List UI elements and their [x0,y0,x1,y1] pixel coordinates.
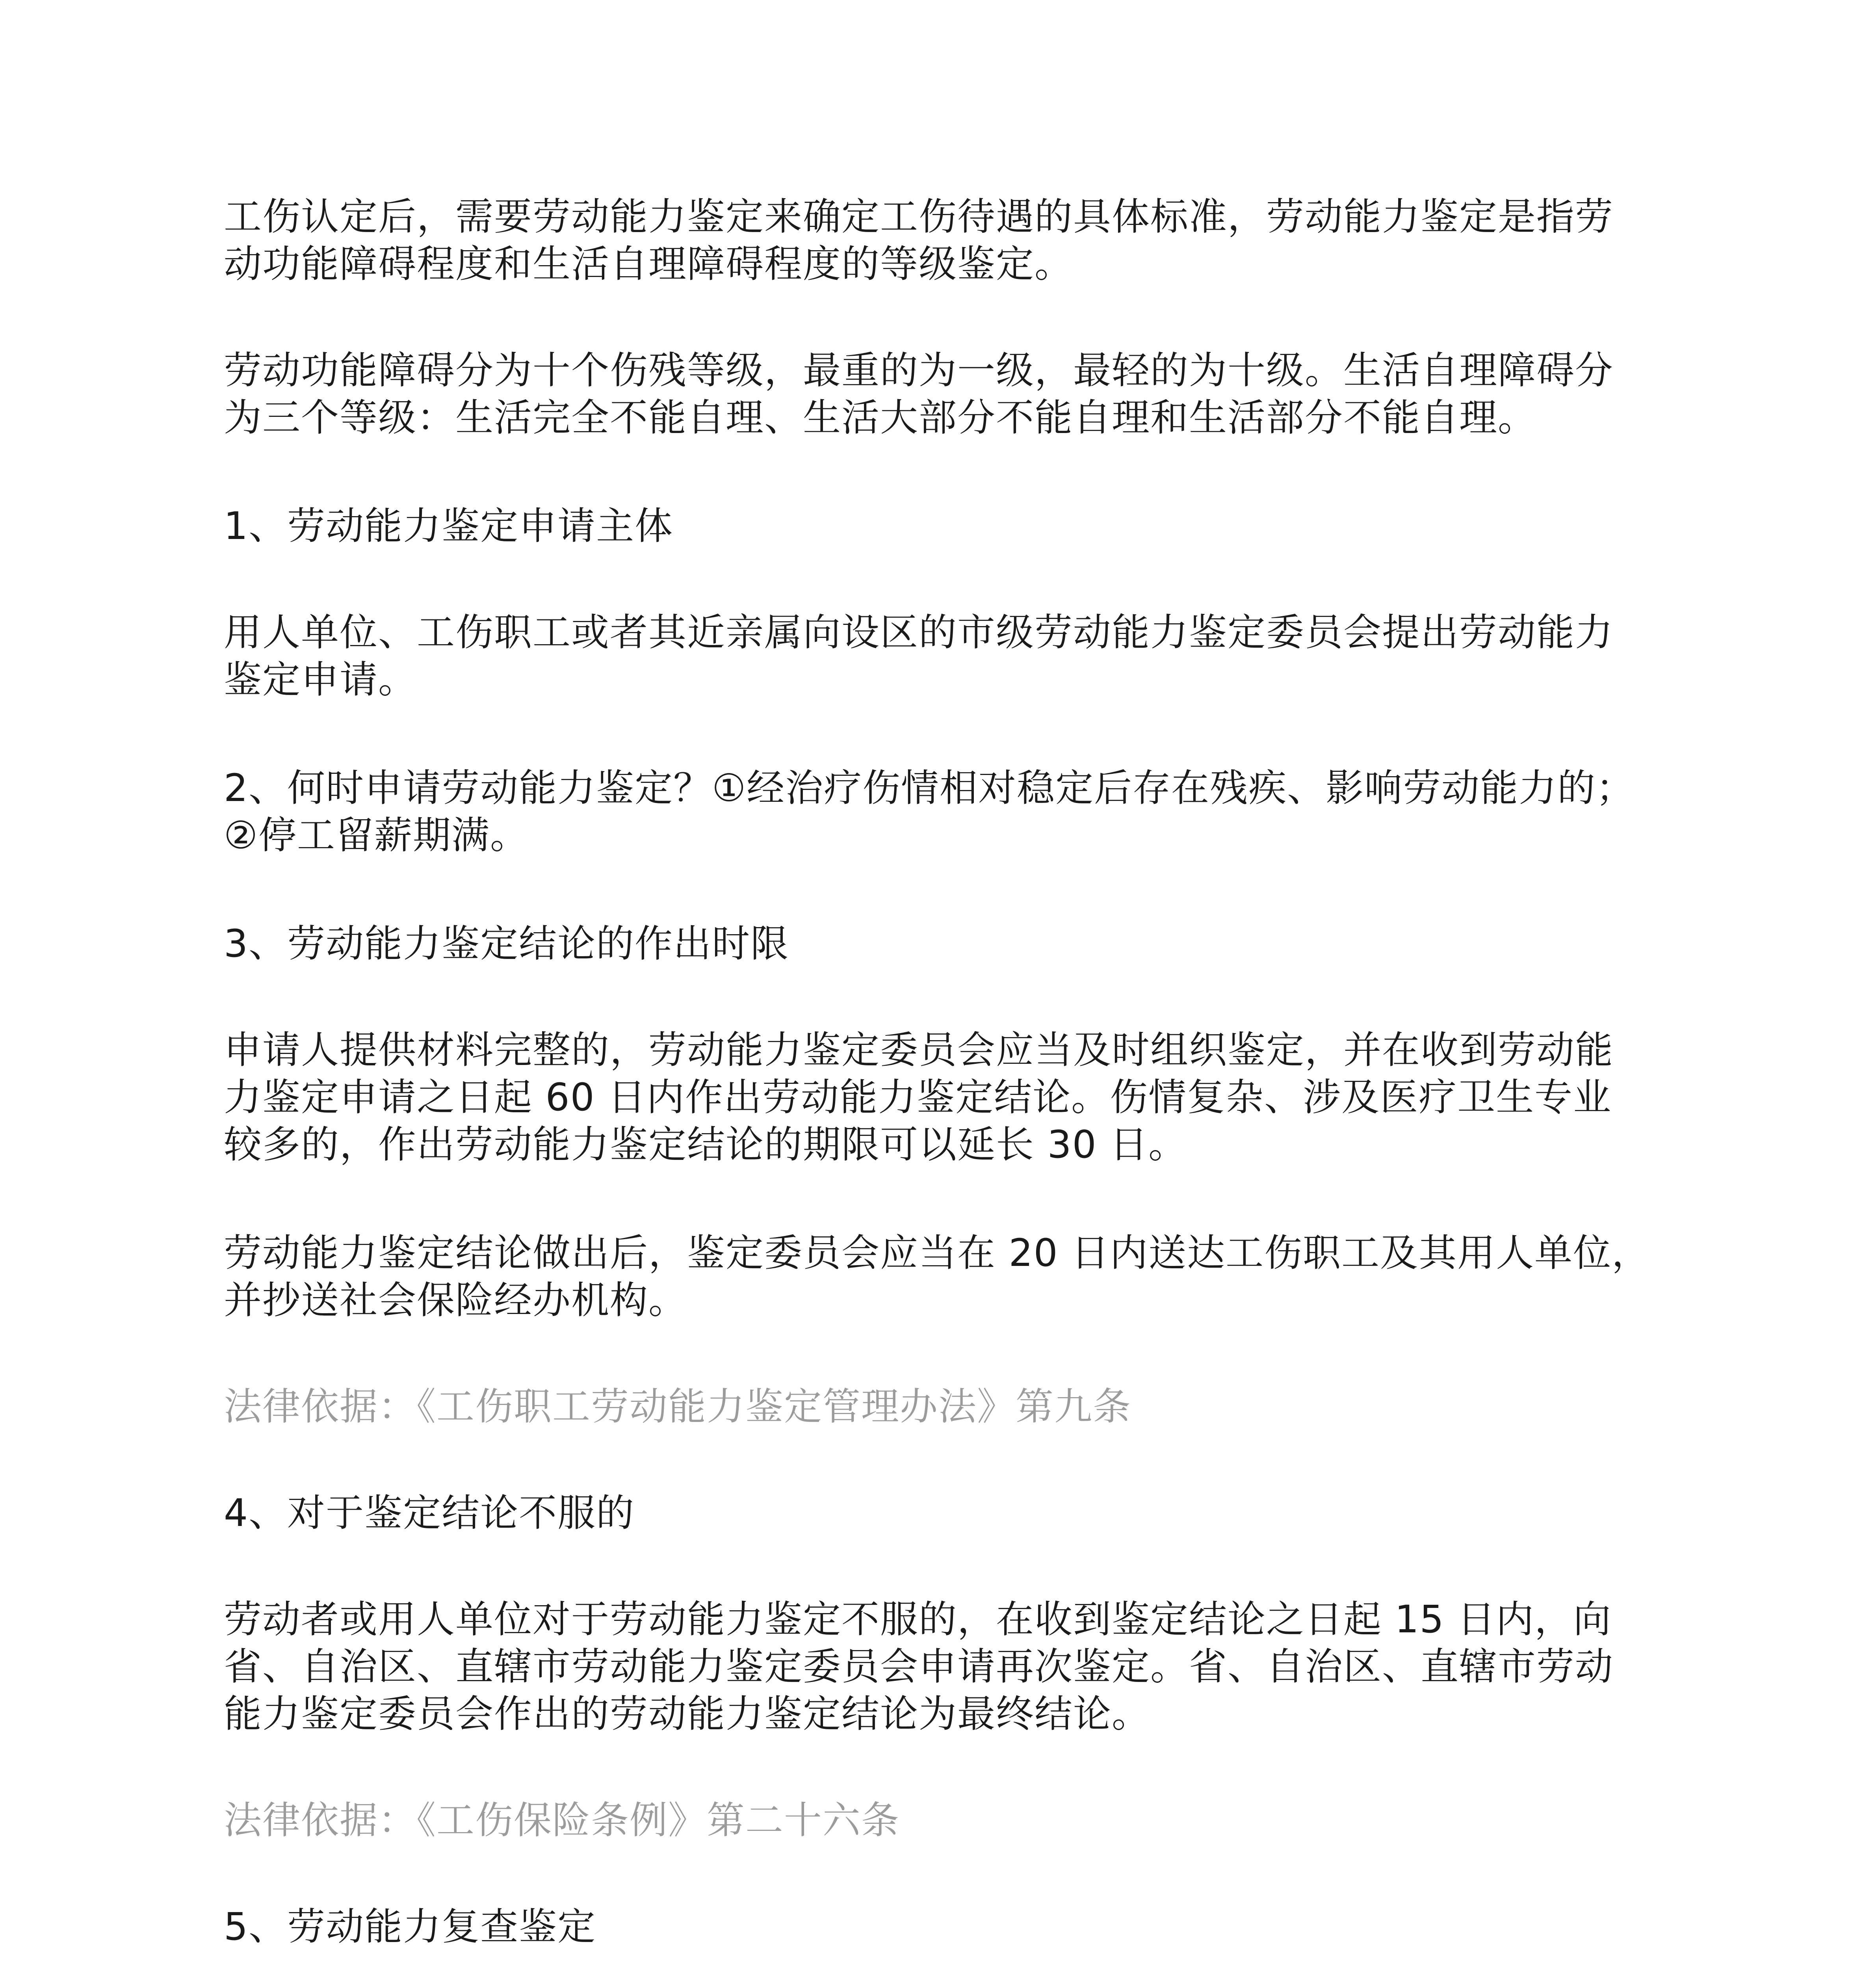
paragraph-line: 能力鉴定委员会作出的劳动能力鉴定结论为最终结论。 [224,1692,1150,1736]
paragraph-line: 并抄送社会保险经办机构。 [224,1278,687,1322]
paragraph-line: 工伤认定后，需要劳动能力鉴定来确定工伤待遇的具体标准，劳动能力鉴定是指劳 [224,195,1614,239]
paragraph-line: 申请人提供材料完整的，劳动能力鉴定委员会应当及时组织鉴定，并在收到劳动能 [224,1028,1614,1072]
heading-3: 3、劳动能力鉴定结论的作出时限 [224,922,789,966]
paragraph-line: 动功能障碍程度和生活自理障碍程度的等级鉴定。 [224,242,1073,286]
heading-5: 5、劳动能力复查鉴定 [224,1905,596,1949]
legal-basis: 法律依据：《工伤职工劳动能力鉴定管理办法》第九条 [224,1385,1131,1429]
heading-1: 1、劳动能力鉴定申请主体 [224,504,674,548]
heading-2-cont: ②停工留薪期满。 [224,813,529,857]
paragraph-line: 力鉴定申请之日起 60 日内作出劳动能力鉴定结论。伤情复杂、涉及医疗卫生专业 [224,1075,1612,1119]
paragraph-line: 鉴定申请。 [224,658,417,702]
paragraph-line: 劳动功能障碍分为十个伤残等级，最重的为一级，最轻的为十级。生活自理障碍分 [224,348,1614,392]
heading-4: 4、对于鉴定结论不服的 [224,1491,635,1535]
legal-basis: 法律依据：《工伤保险条例》第二十六条 [224,1798,900,1842]
paragraph-line: 较多的，作出劳动能力鉴定结论的期限可以延长 30 日。 [224,1123,1187,1167]
heading-2: 2、何时申请劳动能力鉴定？①经治疗伤情相对稳定后存在残疾、影响劳动能力的； [224,766,1635,810]
paragraph-line: 劳动者或用人单位对于劳动能力鉴定不服的，在收到鉴定结论之日起 15 日内，向 [224,1597,1612,1641]
paragraph-line: 用人单位、工伤职工或者其近亲属向设区的市级劳动能力鉴定委员会提出劳动能力 [224,610,1614,654]
paragraph-line: 劳动能力鉴定结论做出后，鉴定委员会应当在 20 日内送达工伤职工及其用人单位， [224,1231,1651,1275]
paragraph-line: 为三个等级：生活完全不能自理、生活大部分不能自理和生活部分不能自理。 [224,396,1536,440]
paragraph-line: 省、自治区、直辖市劳动能力鉴定委员会申请再次鉴定。省、自治区、直辖市劳动 [224,1645,1614,1689]
